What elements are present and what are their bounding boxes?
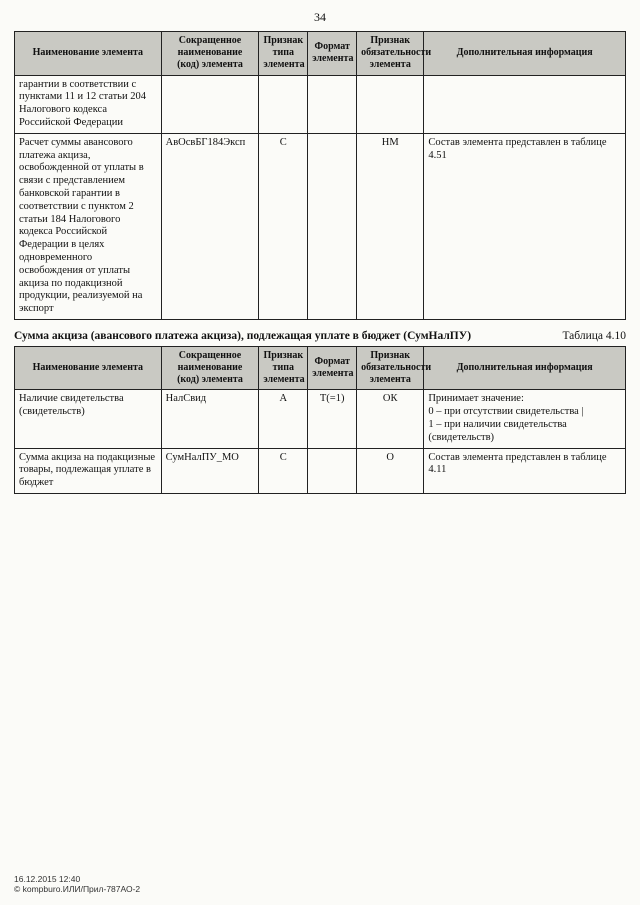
cell-required: НМ: [357, 133, 424, 319]
cell-required: ОК: [357, 390, 424, 448]
table-title: Сумма акциза (авансового платежа акциза), подлежащая уплате в бюджет (СумНалПУ): [14, 329, 472, 342]
header-name: Наименование элемента: [15, 346, 162, 390]
cell-format: [308, 448, 357, 493]
table-row: [15, 390, 626, 448]
header-type: Признак типа элемента: [259, 32, 308, 76]
cell-format: [308, 75, 357, 133]
cell-info: Состав элемента представлен в таблице 4.51: [424, 133, 626, 319]
header-format: Формат элемента: [308, 32, 357, 76]
cell-required: О: [357, 448, 424, 493]
cell-required: [357, 75, 424, 133]
elements-table-continued: [14, 31, 626, 320]
cell-type: С: [259, 133, 308, 319]
table-caption: [14, 330, 626, 342]
sum-tax-table: [14, 346, 626, 494]
info-line: Принимает значение:: [428, 393, 524, 405]
header-info: Дополнительная информация: [424, 32, 626, 76]
info-line: Состав элемента представлен в таблице 4.11: [428, 451, 607, 476]
header-type: Признак типа элемента: [259, 346, 308, 390]
table-header-row: [15, 346, 626, 390]
cell-code: СумНалПУ_МО: [161, 448, 259, 493]
cell-code: АвОсвБГ184Эксп: [161, 133, 259, 319]
cell-name: Сумма акциза на подакцизные товары, подлежащая уплате в бюджет: [15, 448, 162, 493]
header-code: Сокращенное наименование (код) элемента: [161, 32, 259, 76]
cell-type: С: [259, 448, 308, 493]
info-line: 1 – при наличии свидетельства (свидетельств): [428, 419, 567, 443]
cell-info: [424, 75, 626, 133]
page-number: 34: [314, 10, 326, 24]
table-number-label: Таблица 4.10: [562, 329, 626, 342]
info-line: 0 – при отсутствии свидетельства |: [428, 406, 584, 418]
print-footer: [14, 874, 140, 895]
cell-code: НалСвид: [161, 390, 259, 448]
table-row: [15, 448, 626, 493]
header-code: Сокращенное наименование (код) элемента: [161, 346, 259, 390]
cell-code: [161, 75, 259, 133]
footer-timestamp: 16.12.2015 12:40: [14, 873, 81, 884]
header-name: Наименование элемента: [15, 32, 162, 76]
table-row: [15, 75, 626, 133]
cell-info: [424, 390, 626, 448]
cell-format: [308, 133, 357, 319]
cell-type: А: [259, 390, 308, 448]
cell-name: Расчет суммы авансового платежа акциза, освобожденной от уплаты в связи с представлением банковской гарантии в соответствии с пунктом 2 статьи 184 Налогового кодекса Российской Федерации в целях одновременного освобождения от уплаты акциза по подакцизной продукции, реализуемой на экспорт: [15, 133, 162, 319]
header-info: Дополнительная информация: [424, 346, 626, 390]
table-row: [15, 133, 626, 319]
cell-type: [259, 75, 308, 133]
header-format: Формат элемента: [308, 346, 357, 390]
cell-name: гарантии в соответствии с пунктами 11 и 12 статьи 204 Налогового кодекса Российской Федерации: [15, 75, 162, 133]
cell-info: [424, 448, 626, 493]
table-header-row: [15, 32, 626, 76]
cell-name: Наличие свидетельства (свидетельств): [15, 390, 162, 448]
cell-format: T(=1): [308, 390, 357, 448]
header-required: Признак обязательности элемента: [357, 32, 424, 76]
footer-source: © kompburo.ИЛИ/Прил-787АО-2: [14, 884, 141, 895]
header-required: Признак обязательности элемента: [357, 346, 424, 390]
